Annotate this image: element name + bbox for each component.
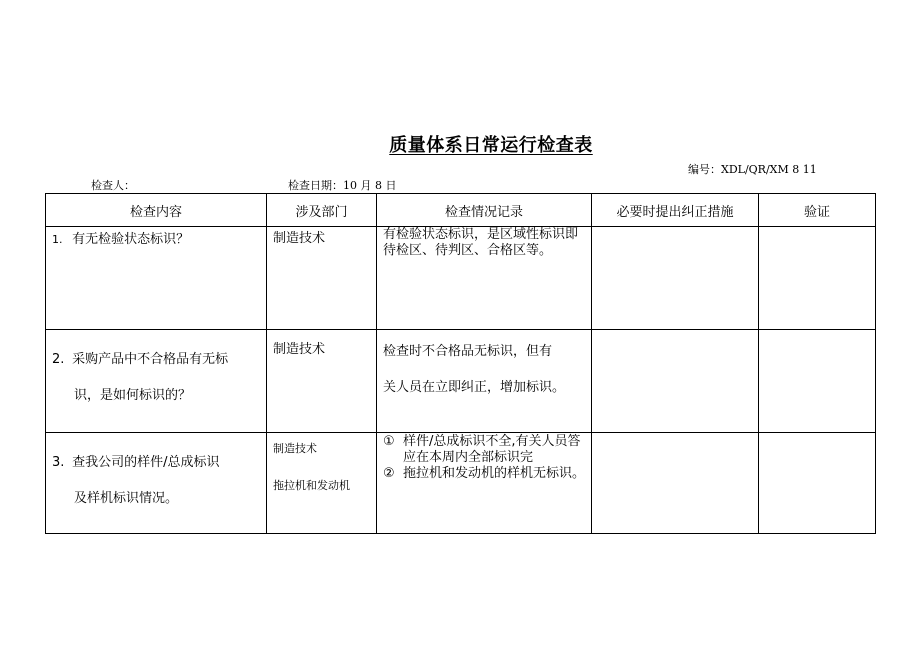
item-number: 3. xyxy=(52,455,65,470)
item-text: 有无检验状态标识？ xyxy=(72,232,190,247)
document-number: 编号：XDL/QR/XM 8 11 xyxy=(688,163,817,176)
corrective-action-cell xyxy=(592,433,759,534)
record-text: 有检验状态标识，是区域性标识即待检区、待判区、合格区等。 xyxy=(383,227,579,258)
check-content-cell xyxy=(46,330,267,433)
check-date-label: 检查日期：10 月 8 日 xyxy=(288,179,397,192)
item-number: 2. xyxy=(52,352,65,367)
record-text-line-1: 检查时不合格品无标识，但有 xyxy=(383,344,553,359)
table-header-row xyxy=(46,194,876,227)
circled-number-1: ① xyxy=(383,434,395,449)
verification-cell xyxy=(759,330,876,433)
corrective-action-cell xyxy=(592,330,759,433)
header-record: 检查情况记录 xyxy=(377,194,592,227)
verification-cell xyxy=(759,433,876,534)
item-text-line-1: 查我公司的样件/总成标识 xyxy=(72,455,220,470)
record-cell xyxy=(377,330,592,433)
item-text-line-2: 及样机标识情况。 xyxy=(74,491,179,506)
inspection-table xyxy=(45,193,876,534)
table-row xyxy=(46,433,876,534)
record-item-text: 拖拉机和发动机的样机无标识。 xyxy=(403,466,586,481)
department-text: 制造技术 xyxy=(273,442,317,455)
circled-number-2: ② xyxy=(383,466,395,481)
record-list-item xyxy=(383,434,587,466)
inspector-label: 检查人： xyxy=(91,179,135,192)
department-text: 制造技术 xyxy=(273,231,326,246)
record-item-text: 样件/总成标识不全,有关人员答应在本周内全部标识完 xyxy=(403,434,581,465)
item-text-line-2: 识，是如何标识的？ xyxy=(74,388,192,403)
table-row xyxy=(46,227,876,330)
record-cell xyxy=(377,433,592,534)
record-text-line-2: 关人员在立即纠正，增加标识。 xyxy=(383,380,566,395)
item-text-line-1: 采购产品中不合格品有无标 xyxy=(72,352,229,367)
check-content-cell xyxy=(46,227,267,330)
table-row xyxy=(46,330,876,433)
department-cell xyxy=(267,227,377,330)
verification-cell xyxy=(759,227,876,330)
department-text: 制造技术 xyxy=(273,342,326,357)
header-verification: 验证 xyxy=(759,194,876,227)
record-list-item xyxy=(383,466,587,482)
header-check-content: 检查内容 xyxy=(46,194,267,227)
department-cell xyxy=(267,433,377,534)
department-text: 拖拉机和发动机 xyxy=(273,479,350,492)
check-content-cell xyxy=(46,433,267,534)
item-number: 1. xyxy=(52,233,63,246)
header-corrective-action: 必要时提出纠正措施 xyxy=(592,194,759,227)
form-title: 质量体系日常运行检查表 xyxy=(389,135,593,156)
corrective-action-cell xyxy=(592,227,759,330)
department-cell xyxy=(267,330,377,433)
record-cell xyxy=(377,227,592,330)
header-department: 涉及部门 xyxy=(267,194,377,227)
